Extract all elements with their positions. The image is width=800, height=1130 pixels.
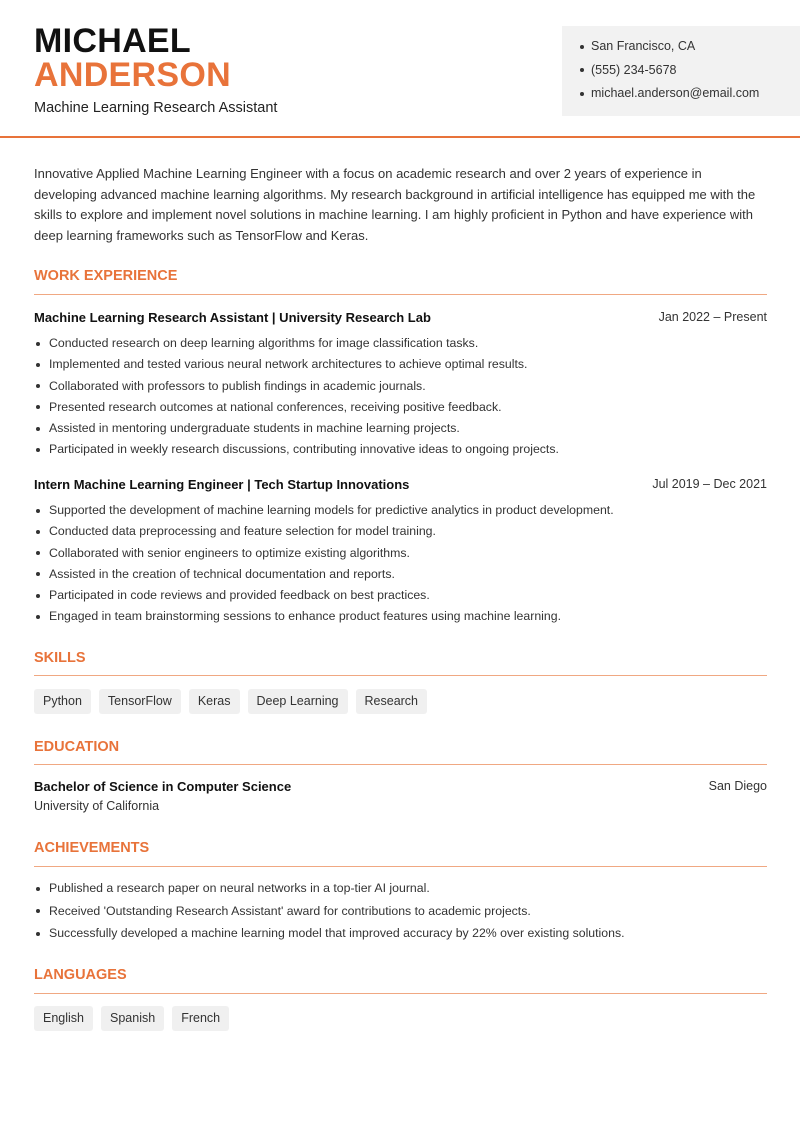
bullet-icon xyxy=(580,45,584,49)
bullet-icon xyxy=(36,594,40,598)
skill-chip: Keras xyxy=(189,689,240,714)
bullet-icon xyxy=(36,342,40,346)
list-item: Collaborated with professors to publish findings in academic journals. xyxy=(34,379,774,400)
contact-email[interactable]: michael.anderson@email.com xyxy=(580,85,800,109)
education-heading: EDUCATION xyxy=(34,739,120,755)
contact-phone: (555) 234-5678 xyxy=(580,62,800,86)
list-item: Presented research outcomes at national conferences, receiving positive feedback. xyxy=(34,400,774,421)
list-item: Collaborated with senior engineers to optimize existing algorithms. xyxy=(34,546,774,567)
skill-chip: Python xyxy=(34,689,91,714)
bullet-icon xyxy=(36,551,40,555)
achievements-heading: ACHIEVEMENTS xyxy=(34,840,150,856)
section-divider xyxy=(34,866,767,867)
education-school: University of California xyxy=(34,799,160,813)
language-chip: English xyxy=(34,1006,93,1031)
section-divider xyxy=(34,993,767,994)
skill-chip: TensorFlow xyxy=(99,689,181,714)
list-item: Received 'Outstanding Research Assistant' award for contributions to academic projects. xyxy=(34,904,774,927)
bullet-icon xyxy=(36,572,40,576)
job-title: Machine Learning Research Assistant xyxy=(34,100,278,116)
bullet-icon xyxy=(36,427,40,431)
job-2-bullets xyxy=(34,503,774,631)
bullet-icon xyxy=(36,405,40,409)
bullet-icon xyxy=(36,909,40,913)
education-degree: Bachelor of Science in Computer Science xyxy=(34,779,292,794)
achievements-list xyxy=(34,881,774,949)
languages-list xyxy=(34,1006,229,1031)
work-experience-heading: WORK EXPERIENCE xyxy=(34,268,178,284)
list-item: Successfully developed a machine learning model that improved accuracy by 22% over existing solutions. xyxy=(34,926,774,949)
contact-box xyxy=(562,26,800,116)
job-1-dates: Jan 2022 – Present xyxy=(658,310,767,324)
list-item: Assisted in the creation of technical documentation and reports. xyxy=(34,567,774,588)
bullet-icon xyxy=(36,509,40,513)
job-2-dates: Jul 2019 – Dec 2021 xyxy=(652,477,767,491)
bullet-icon xyxy=(580,92,584,96)
bullet-icon xyxy=(36,615,40,619)
skill-chip: Research xyxy=(356,689,428,714)
language-chip: French xyxy=(172,1006,229,1031)
bullet-icon xyxy=(580,68,584,72)
job-1-role: Machine Learning Research Assistant | University Research Lab xyxy=(34,310,431,325)
bullet-icon xyxy=(36,530,40,534)
list-item: Supported the development of machine learning models for predictive analytics in product development. xyxy=(34,503,774,524)
list-item: Conducted research on deep learning algorithms for image classification tasks. xyxy=(34,336,774,357)
list-item: Participated in code reviews and provided feedback on best practices. xyxy=(34,588,774,609)
skills-list xyxy=(34,689,427,714)
summary-paragraph: Innovative Applied Machine Learning Engineer with a focus on academic research and over 2 years of experience in developing advanced machine learning algorithms. My research background in artificial intelligence has equipped me with the skills to explore and implement novel solutions in machine learning. I am highly proficient in Python and have experience with deep learning frameworks such as TensorFlow and Keras. xyxy=(34,166,756,244)
job-2-role: Intern Machine Learning Engineer | Tech Startup Innovations xyxy=(34,477,410,492)
list-item: Implemented and tested various neural network architectures to achieve optimal results. xyxy=(34,357,774,378)
list-item: Participated in weekly research discussions, contributing innovative ideas to ongoing projects. xyxy=(34,442,774,463)
list-item: Assisted in mentoring undergraduate students in machine learning projects. xyxy=(34,421,774,442)
section-divider xyxy=(34,675,767,676)
education-location: San Diego xyxy=(708,779,767,793)
skills-heading: SKILLS xyxy=(34,650,86,666)
list-item: Published a research paper on neural networks in a top-tier AI journal. xyxy=(34,881,774,904)
section-divider xyxy=(34,764,767,765)
skill-chip: Deep Learning xyxy=(248,689,348,714)
list-item: Conducted data preprocessing and feature selection for model training. xyxy=(34,524,774,545)
languages-heading: LANGUAGES xyxy=(34,967,127,983)
job-1-bullets xyxy=(34,336,774,464)
list-item: Engaged in team brainstorming sessions to enhance product features using machine learning. xyxy=(34,609,774,630)
bullet-icon xyxy=(36,363,40,367)
last-name: ANDERSON xyxy=(34,56,231,94)
bullet-icon xyxy=(36,384,40,388)
bullet-icon xyxy=(36,932,40,936)
bullet-icon xyxy=(36,887,40,891)
section-divider xyxy=(34,294,767,295)
language-chip: Spanish xyxy=(101,1006,164,1031)
contact-location: San Francisco, CA xyxy=(580,38,800,62)
bullet-icon xyxy=(36,448,40,452)
resume-header xyxy=(0,0,800,138)
first-name: MICHAEL xyxy=(34,22,191,60)
